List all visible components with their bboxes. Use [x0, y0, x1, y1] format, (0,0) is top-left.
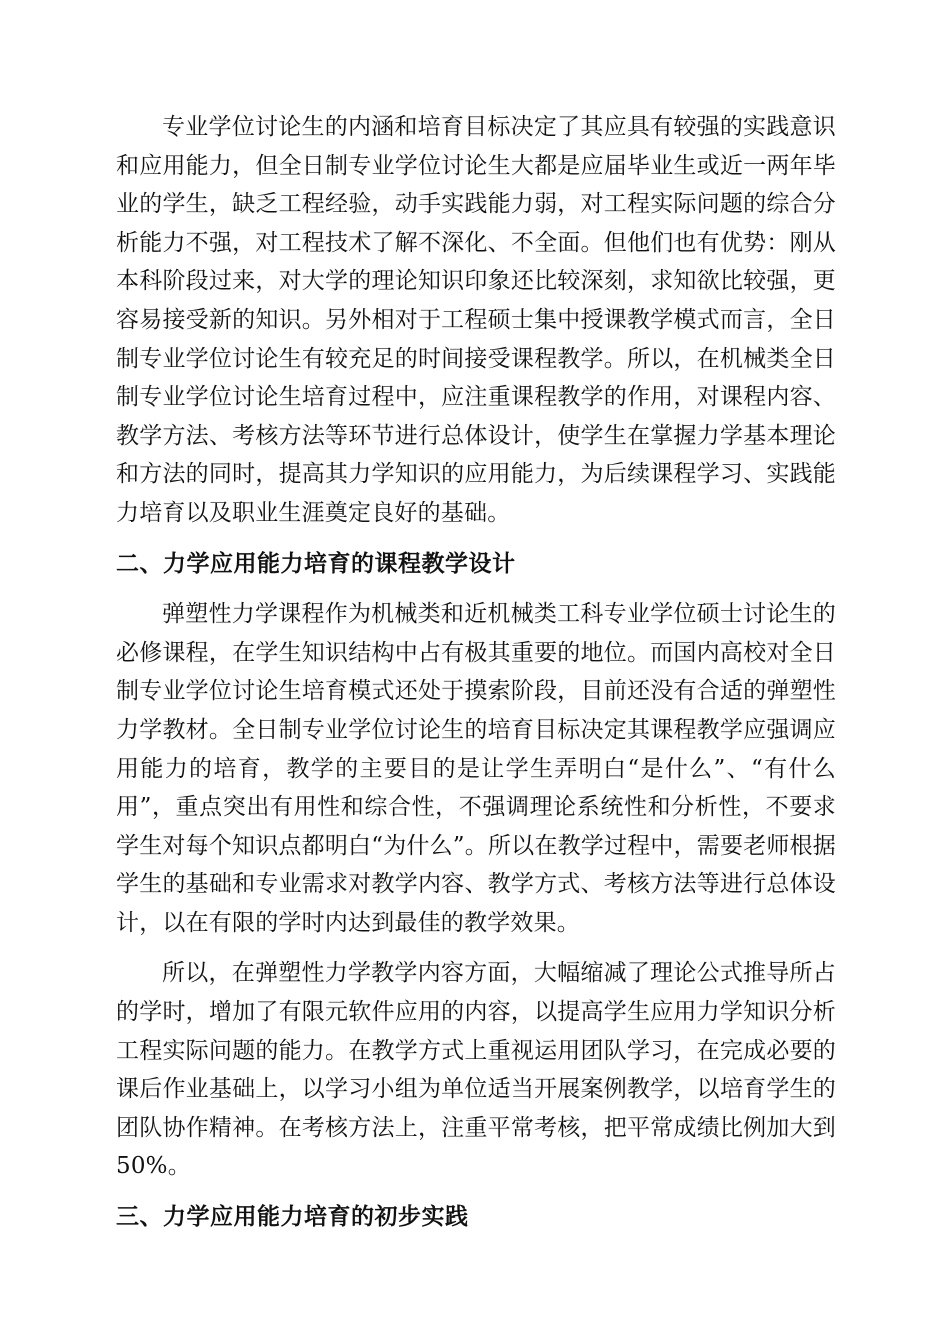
- document-body: [116, 108, 836, 1237]
- section-heading-2: 二、力学应用能力培育的课程教学设计: [116, 550, 516, 577]
- paragraph-course-design: 弹塑性力学课程作为机械类和近机械类工科专业学位硕士讨论生的必修课程，在学生知识结构中占有极其重要的地位。而国内高校对全日制专业学位讨论生培育模式还处于摸索阶段，目前还没有合适的弹塑性力学教材。全日制专业学位讨论生的培育目标决定其课程教学应强调应用能力的培育，教学的主要目的是让学生弄明白“是什么”、“有什么用”，重点突出有用性和综合性，不强调理论系统性和分析性，不要求学生对每个知识点都明白“为什么”。所以在教学过程中，需要老师根据学生的基础和专业需求对教学内容、教学方式、考核方法等进行总体设计，以在有限的学时内达到最佳的教学效果。: [116, 601, 836, 936]
- section-heading-3: 三、力学应用能力培育的初步实践: [116, 1204, 469, 1231]
- paragraph-intro: 专业学位讨论生的内涵和培育目标决定了其应具有较强的实践意识和应用能力，但全日制专业学位讨论生大都是应届毕业生或近一两年毕业的学生，缺乏工程经验，动手实践能力弱，对工程实际问题的综合分析能力不强，对工程技术了解不深化、不全面。但他们也有优势：刚从本科阶段过来，对大学的理论知识印象还比较深刻，求知欲比较强，更容易接受新的知识。另外相对于工程硕士集中授课教学模式而言，全日制专业学位讨论生有较充足的时间接受课程教学。所以，在机械类全日制专业学位讨论生培育过程中，应注重课程教学的作用，对课程内容、教学方法、考核方法等环节进行总体设计，使学生在掌握力学基本理论和方法的同时，提高其力学知识的应用能力，为后续课程学习、实践能力培育以及职业生涯奠定良好的基础。: [116, 114, 836, 526]
- paragraph-teaching-reform: 所以，在弹塑性力学教学内容方面，大幅缩减了理论公式推导所占的学时，增加了有限元软件应用的内容，以提高学生应用力学知识分析工程实际问题的能力。在教学方式上重视运用团队学习，在完成必要的课后作业基础上，以学习小组为单位适当开展案例教学，以培育学生的团队协作精神。在考核方法上，注重平常考核，把平常成绩比例加大到50%。: [116, 960, 836, 1180]
